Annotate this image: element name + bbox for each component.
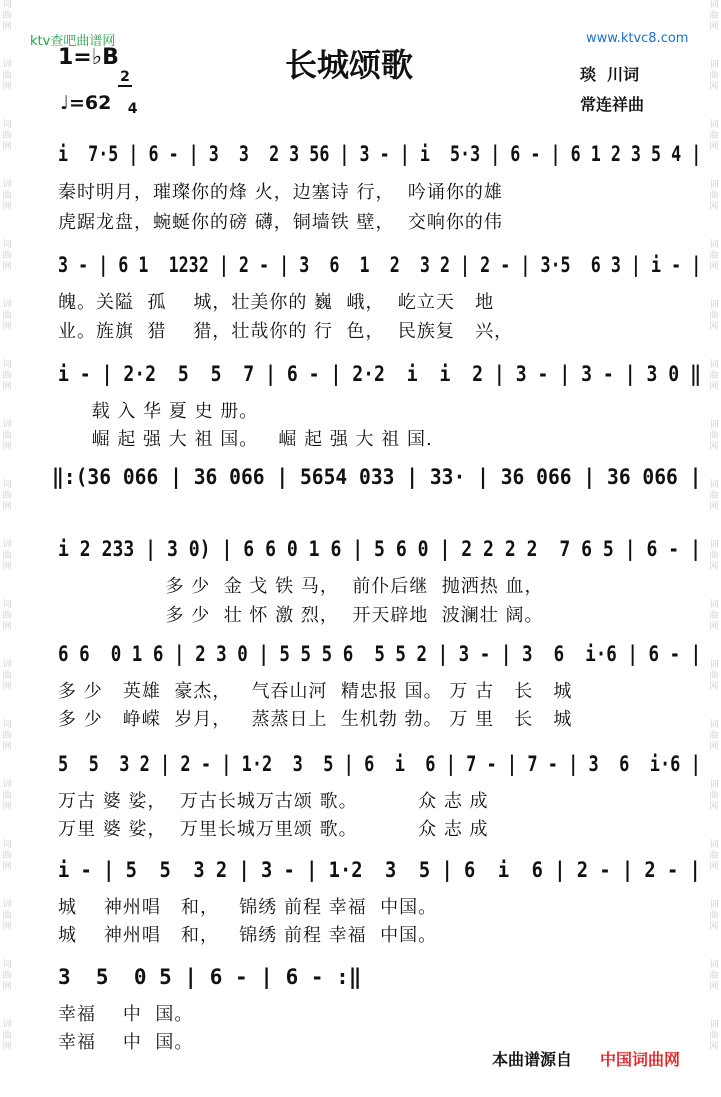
notation-line: 3 5 0 5 | 6 - | 6 - :‖ <box>58 965 362 989</box>
notation-line: i 7·5 | 6 - | 3 3 2 3 56 | 3 - | i 5·3 | 6 - | 6 1 2 3 5 4 | <box>58 142 702 166</box>
lyricist-credit: 琰 川词 <box>580 65 640 84</box>
lyric-line: 多 少 峥嵘 岁月， 蒸蒸日上 生机勃 勃。 万 里 长 城 <box>58 709 573 730</box>
lyric-line: 秦时明月，璀璨你的烽 火，边塞诗 行， 吟诵你的雄 <box>58 182 503 203</box>
side-watermark-right: 词曲网 词曲网 词曲网 词曲网 词曲网 词曲网 词曲网 词曲网 词曲网 词曲网 词曲网 词曲网 词曲网 词曲网 词曲网 词曲网 词曲网 词曲网 <box>709 0 719 1052</box>
notation-line: i - | 2·2 5 5 7 | 6 - | 2·2 i i 2 | 3 - | 3 - | 3 0 ‖ <box>58 362 702 386</box>
lyric-line: 多 少 壮 怀 激 烈， 开天辟地 波澜壮 阔。 <box>58 605 544 626</box>
source-site: 中国词曲网 <box>600 1050 681 1069</box>
time-signature-top: 2 <box>118 70 132 87</box>
notation-line: 6 6 0 1 6 | 2 3 0 | 5 5 5 6 5 5 2 | 3 - | 3 6 i·6 | 6 - | <box>58 642 702 666</box>
notation-line: i 2 233 | 3 0) | 6 6 0 1 6 | 5 6 0 | 2 2 2 2 7 6 5 | 6 - | <box>58 537 702 561</box>
lyric-line: 魄。关隘 孤 城，壮美你的 巍 峨， 屹立天 地 <box>58 292 495 313</box>
lyric-line: 万古 婆 娑， 万古长城万古颂 歌。 众 志 成 <box>58 791 489 812</box>
lyric-line: 崛 起 强 大 祖 国。 崛 起 强 大 祖 国. <box>58 429 433 450</box>
lyric-line: 虎踞龙盘，蜿蜒你的磅 礴，铜墙铁 壁， 交响你的伟 <box>58 212 503 233</box>
lyric-line: 业。旌旗 猎 猎，壮哉你的 行 色， 民族复 兴， <box>58 321 514 342</box>
composer-credit: 常连祥曲 <box>580 95 645 114</box>
lyric-line: 万里 婆 娑， 万里长城万里颂 歌。 众 志 成 <box>58 819 489 840</box>
notation-line: 5 5 3 2 | 2 - | 1·2 3 5 | 6 i 6 | 7 - | 7 - | 3 6 i·6 | <box>58 752 701 776</box>
lyric-line: 载 入 华 夏 史 册。 <box>58 401 259 422</box>
site-watermark-left: ktv查吧曲谱网 <box>30 34 116 49</box>
lyric-line: 城 神州唱 和， 锦绣 前程 幸福 中国。 <box>58 925 438 946</box>
lyric-line: 多 少 金 戈 铁 马， 前仆后继 抛洒热 血， <box>58 576 544 597</box>
notation-line: ‖:(36 066 | 36 066 | 5654 033 | 33· | 36 066 | 36 066 | <box>52 465 702 489</box>
side-watermark-left: 词曲网 词曲网 词曲网 词曲网 词曲网 词曲网 词曲网 词曲网 词曲网 词曲网 词曲网 词曲网 词曲网 词曲网 词曲网 词曲网 词曲网 词曲网 <box>2 0 12 1052</box>
lyric-line: 多 少 英雄 豪杰， 气吞山河 精忠报 国。 万 古 长 城 <box>58 681 573 702</box>
source-label: 本曲谱源自 <box>492 1050 573 1069</box>
time-signature-bottom: 4 <box>127 101 138 117</box>
lyric-line: 幸福 中 国。 <box>58 1032 194 1053</box>
lyric-line: 城 神州唱 和， 锦绣 前程 幸福 中国。 <box>58 897 438 918</box>
site-watermark-right: www.ktvc8.com <box>586 31 689 46</box>
lyric-line: 幸福 中 国。 <box>58 1004 194 1025</box>
time-signature <box>118 40 138 117</box>
song-title: 长城颂歌 <box>285 46 414 84</box>
key-signature: 1=♭B <box>58 45 119 70</box>
notation-line: i - | 5 5 3 2 | 3 - | 1·2 3 5 | 6 i 6 | 2 - | 2 - | <box>58 858 701 882</box>
notation-line: 3 - | 6 1 1232 | 2 - | 3 6 1 2 3 2 | 2 - | 3·5 6 3 | i - | <box>58 253 702 277</box>
tempo-marking: ♩=62 <box>60 92 112 114</box>
